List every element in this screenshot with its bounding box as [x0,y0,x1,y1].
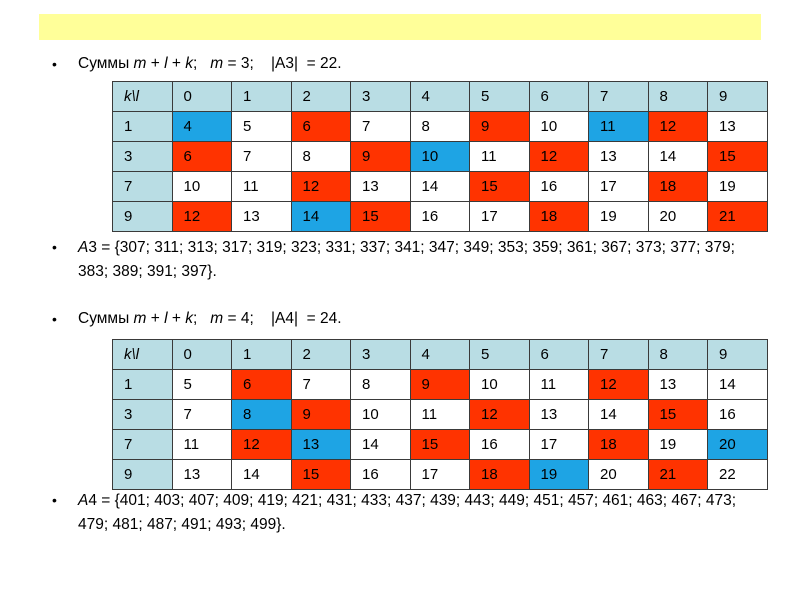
table-cell: 7 [351,112,411,142]
table-cell: 12 [232,430,292,460]
sums-table-m4 [112,339,768,490]
column-header: 3 [351,82,411,112]
bullet-dot: • [52,311,57,327]
table-cell: 10 [529,112,589,142]
table-row [113,202,768,232]
row-header: 9 [113,202,173,232]
table-cell: 16 [470,430,530,460]
sums-table-m3 [112,81,768,232]
table-cell: 5 [172,370,232,400]
table-cell: 6 [291,112,351,142]
table-cell: 17 [529,430,589,460]
table-cell: 20 [648,202,708,232]
bullet-text: Суммы m + l + k; m = 4; |A4| = 24. [78,310,342,327]
column-header: 7 [589,82,649,112]
table-cell: 10 [410,142,470,172]
table-cell: 17 [410,460,470,490]
table-cell: 12 [589,370,649,400]
table-cell: 13 [291,430,351,460]
row-header: 3 [113,142,173,172]
table-cell: 9 [410,370,470,400]
column-header: 7 [589,340,649,370]
table-cell: 10 [351,400,411,430]
table-cell: 14 [708,370,768,400]
table-cell: 8 [291,142,351,172]
title-bar [39,14,761,40]
table-cell: 16 [410,202,470,232]
table-cell: 13 [589,142,649,172]
column-header: 0 [172,340,232,370]
table-cell: 13 [529,400,589,430]
column-header: 4 [410,82,470,112]
table-row [113,142,768,172]
table-cell: 7 [232,142,292,172]
table-cell: 9 [470,112,530,142]
table-cell: 17 [470,202,530,232]
bullet-dot: • [52,56,57,72]
column-header: 0 [172,82,232,112]
table-cell: 19 [589,202,649,232]
table-cell: 13 [708,112,768,142]
table-row [113,370,768,400]
bullet-text: Суммы m + l + k; m = 3; |A3| = 22. [78,55,342,72]
table-row [113,172,768,202]
row-header: 7 [113,172,173,202]
table-cell: 11 [232,172,292,202]
column-header: 6 [529,340,589,370]
row-header: 3 [113,400,173,430]
table-header-row [113,340,768,370]
table-cell: 14 [410,172,470,202]
table-cell: 6 [232,370,292,400]
table-cell: 18 [589,430,649,460]
row-header: 1 [113,370,173,400]
table-cell: 15 [291,460,351,490]
bullet-text: A3 = {307; 311; 313; 317; 319; 323; 331; 337; 341; 347; 349; 353; 359; 361; 367; 373; 377; 379; 383; 389; 391; 397}. [78,239,735,280]
column-header: 2 [291,82,351,112]
table-cell: 21 [648,460,708,490]
table-cell: 15 [351,202,411,232]
table-cell: 13 [648,370,708,400]
column-header: 9 [708,340,768,370]
table-cell: 5 [232,112,292,142]
table-cell: 11 [410,400,470,430]
table-cell: 18 [648,172,708,202]
table-cell: 13 [172,460,232,490]
table-cell: 19 [648,430,708,460]
column-header: 3 [351,340,411,370]
table-cell: 20 [708,430,768,460]
table-cell: 12 [470,400,530,430]
table-cell: 14 [291,202,351,232]
table-cell: 20 [589,460,649,490]
corner-cell: k\l [113,82,173,112]
table-cell: 11 [470,142,530,172]
table-cell: 10 [470,370,530,400]
table-cell: 21 [708,202,768,232]
bullet-dot: • [52,492,57,508]
column-header: 5 [470,340,530,370]
table-cell: 12 [529,142,589,172]
table-cell: 7 [291,370,351,400]
table-cell: 18 [529,202,589,232]
row-header: 9 [113,460,173,490]
table-cell: 16 [529,172,589,202]
table-cell: 14 [589,400,649,430]
table-cell: 15 [410,430,470,460]
table-cell: 13 [351,172,411,202]
table-cell: 14 [351,430,411,460]
table-cell: 10 [172,172,232,202]
table-cell: 13 [232,202,292,232]
column-header: 8 [648,340,708,370]
table-row [113,460,768,490]
table-cell: 12 [172,202,232,232]
table-cell: 7 [172,400,232,430]
corner-cell: k\l [113,340,173,370]
table-cell: 17 [589,172,649,202]
column-header: 4 [410,340,470,370]
table-cell: 16 [351,460,411,490]
table-cell: 15 [648,400,708,430]
column-header: 1 [232,340,292,370]
table-cell: 16 [708,400,768,430]
column-header: 6 [529,82,589,112]
table-cell: 9 [291,400,351,430]
column-header: 9 [708,82,768,112]
table-cell: 12 [648,112,708,142]
table-cell: 11 [529,370,589,400]
table-row [113,400,768,430]
table-cell: 14 [648,142,708,172]
table-row [113,430,768,460]
bullet-text: A4 = {401; 403; 407; 409; 419; 421; 431; 433; 437; 439; 443; 449; 451; 457; 461; 463; 467; 473; 479; 481; 487; 491; 493; 499}. [78,492,737,533]
row-header: 7 [113,430,173,460]
table-cell: 11 [172,430,232,460]
bullet-dot: • [52,239,57,255]
table-cell: 19 [529,460,589,490]
column-header: 2 [291,340,351,370]
table-cell: 15 [470,172,530,202]
table-cell: 4 [172,112,232,142]
table-cell: 19 [708,172,768,202]
table-cell: 6 [172,142,232,172]
column-header: 8 [648,82,708,112]
table-cell: 8 [410,112,470,142]
column-header: 1 [232,82,292,112]
row-header: 1 [113,112,173,142]
table-header-row [113,82,768,112]
table-cell: 22 [708,460,768,490]
table-cell: 15 [708,142,768,172]
table-cell: 8 [232,400,292,430]
table-cell: 8 [351,370,411,400]
column-header: 5 [470,82,530,112]
table-row [113,112,768,142]
table-cell: 11 [589,112,649,142]
table-cell: 18 [470,460,530,490]
table-cell: 12 [291,172,351,202]
table-cell: 9 [351,142,411,172]
table-cell: 14 [232,460,292,490]
